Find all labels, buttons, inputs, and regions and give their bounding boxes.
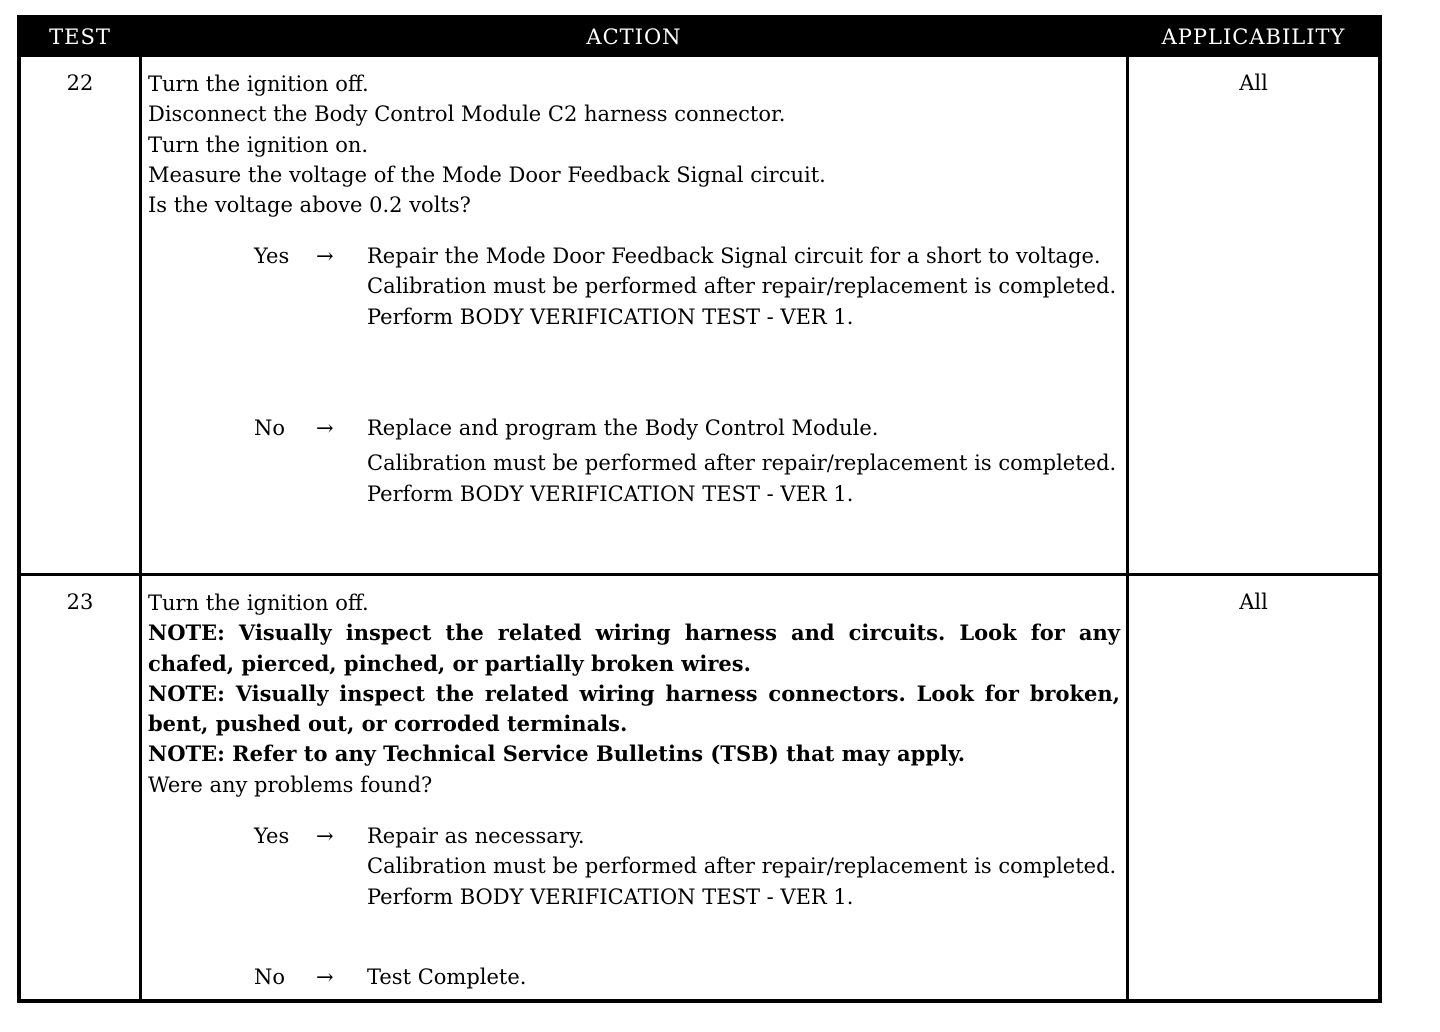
action-step: Disconnect the Body Control Module C2 harness connector.	[148, 102, 786, 127]
header-action: ACTION	[586, 25, 682, 49]
header-applicability: APPLICABILITY	[1161, 25, 1346, 49]
note-text: NOTE: Visually inspect the related wiring harness connectors. Look for broken, bent, pushed out, or corroded terminals.	[148, 680, 1120, 737]
row-divider	[21, 573, 1378, 576]
no-label: No	[254, 965, 286, 989]
response-line: Test Complete.	[367, 965, 527, 989]
header-test: TEST	[49, 25, 111, 49]
yes-response	[254, 241, 1120, 332]
no-response	[254, 413, 1120, 509]
arrow-right-icon: →	[316, 416, 334, 440]
response-line: Repair the Mode Door Feedback Signal circuit for a short to voltage.	[367, 244, 1101, 268]
column-divider	[139, 57, 142, 999]
action-steps	[148, 69, 1120, 220]
arrow-right-icon: →	[316, 824, 334, 848]
note-text: NOTE: Refer to any Technical Service Bulletins (TSB) that may apply.	[148, 741, 966, 767]
test-number: 22	[66, 71, 94, 95]
arrow-right-icon: →	[316, 965, 334, 989]
applicability-value: All	[1239, 590, 1268, 614]
response-line: Perform BODY VERIFICATION TEST - VER 1.	[367, 481, 854, 506]
action-step: Turn the ignition off.	[148, 591, 369, 615]
table-header	[21, 19, 1378, 57]
action-step: Turn the ignition on.	[148, 132, 369, 157]
column-divider	[1126, 57, 1129, 999]
action-step: Measure the voltage of the Mode Door Feedback Signal circuit.	[148, 162, 826, 187]
applicability-value: All	[1239, 71, 1268, 95]
action-steps	[148, 588, 1120, 800]
response-line: Calibration must be performed after repair/replacement is completed.	[367, 451, 1117, 476]
response-line: Calibration must be performed after repair/replacement is completed.	[367, 854, 1117, 879]
response-line: Perform BODY VERIFICATION TEST - VER 1.	[367, 884, 854, 909]
diagnostic-table	[17, 15, 1382, 1003]
action-step: Is the voltage above 0.2 volts?	[148, 193, 471, 218]
yes-response	[254, 821, 1120, 912]
response-line: Repair as necessary.	[367, 824, 585, 848]
response-line: Replace and program the Body Control Module.	[367, 416, 879, 440]
note-text: NOTE: Visually inspect the related wiring harness and circuits. Look for any chafed, pierced, pinched, or partially broken wires.	[148, 620, 1120, 676]
no-label: No	[254, 416, 286, 440]
response-line: Calibration must be performed after repair/replacement is completed.	[367, 274, 1117, 299]
test-number: 23	[66, 590, 94, 614]
action-step: Turn the ignition off.	[148, 72, 369, 96]
yes-label: Yes	[254, 824, 290, 848]
no-response	[254, 962, 1120, 992]
arrow-right-icon: →	[316, 244, 334, 268]
yes-label: Yes	[254, 244, 290, 268]
response-line: Perform BODY VERIFICATION TEST - VER 1.	[367, 304, 854, 329]
question-text: Were any problems found?	[148, 772, 433, 797]
